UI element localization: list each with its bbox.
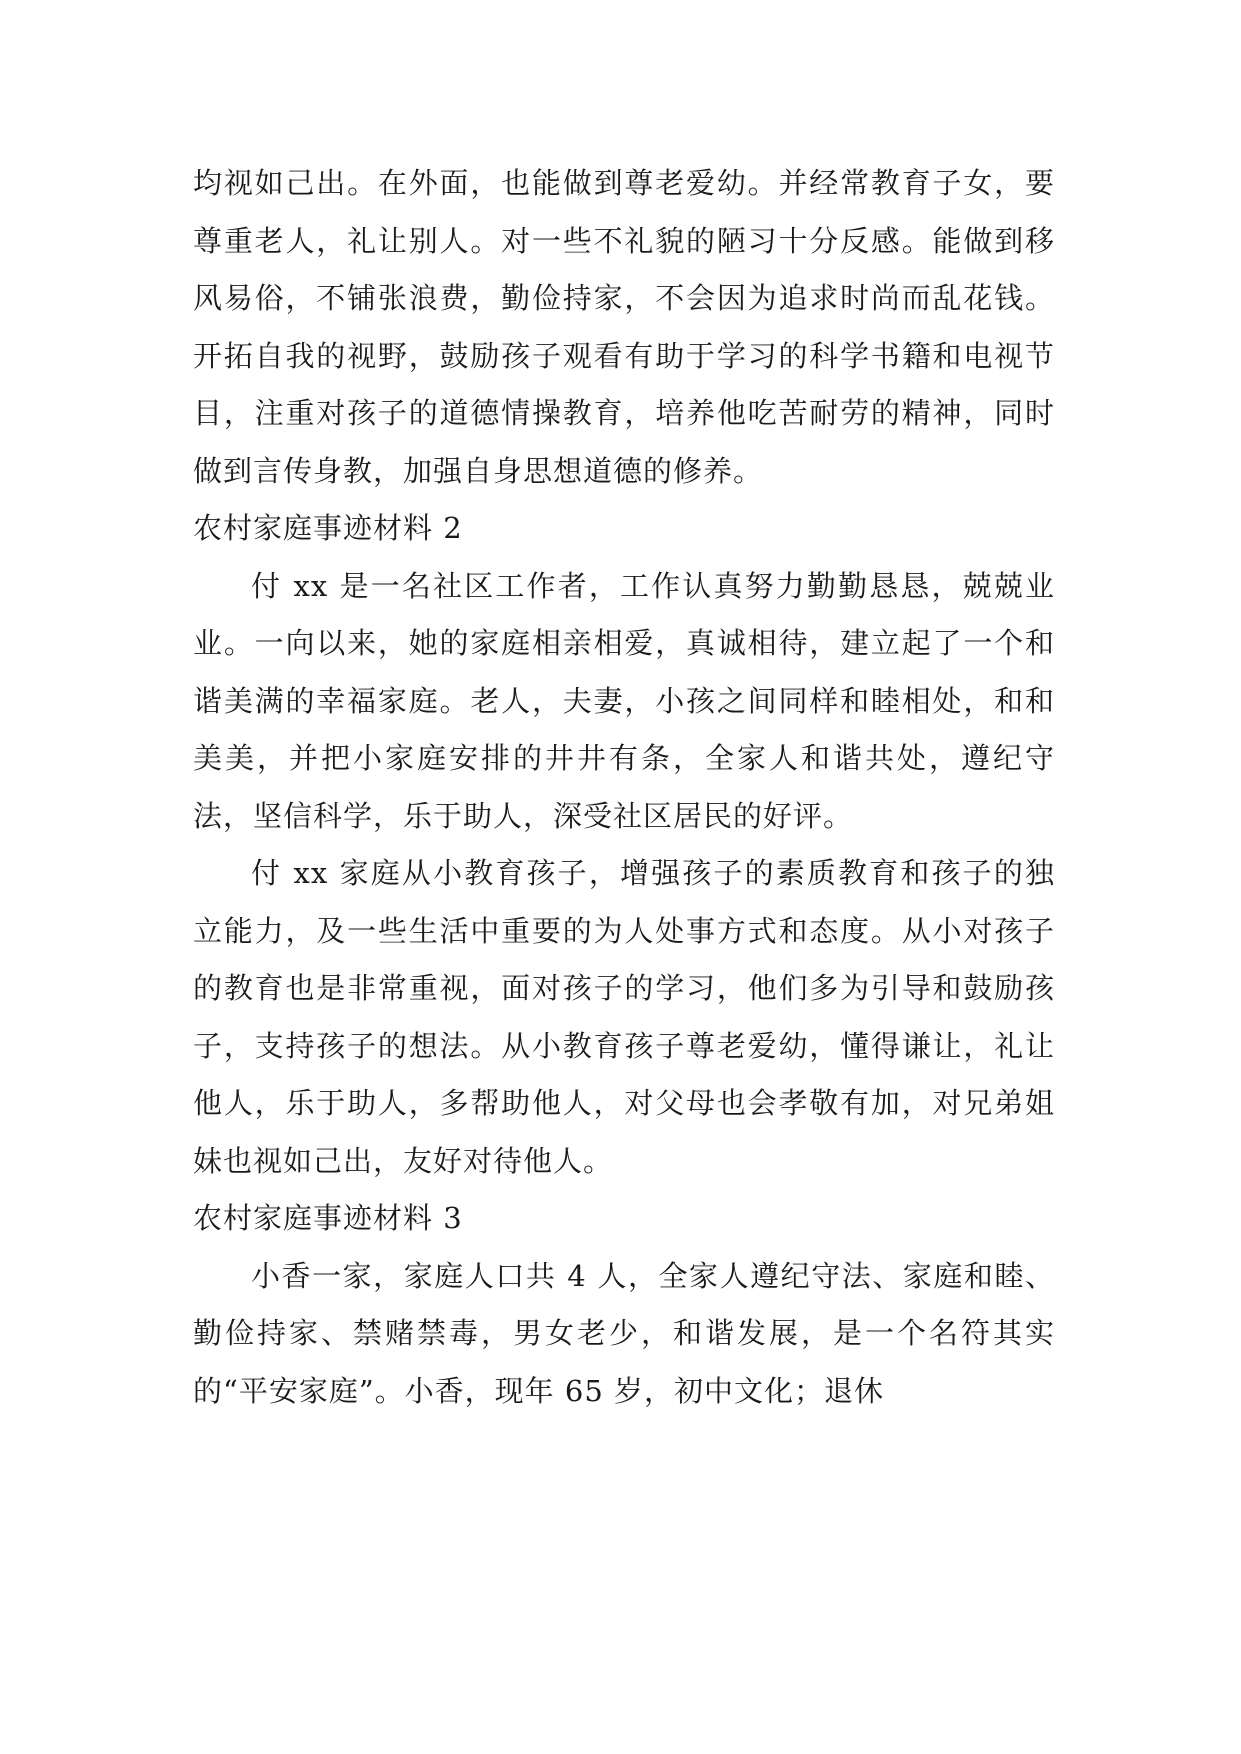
document-body bbox=[193, 155, 1055, 1420]
paragraph: 小香一家，家庭人口共 4 人，全家人遵纪守法、家庭和睦、勤俭持家、禁赌禁毒，男女老少，和谐发展，是一个名符其实的“平安家庭”。小香，现年 65 岁，初中文化；退休 bbox=[193, 1258, 1055, 1408]
section-heading-3: 农村家庭事迹材料 3 bbox=[193, 1201, 463, 1235]
paragraph: 付 xx 家庭从小教育孩子，增强孩子的素质教育和孩子的独立能力，及一些生活中重要的为人处事方式和态度。从小对孩子的教育也是非常重视，面对孩子的学习，他们多为引导和鼓励孩子，支持孩子的想法。从小教育孩子尊老爱幼，懂得谦让，礼让他人，乐于助人，多帮助他人，对父母也会孝敬有加，对兄弟姐妹也视如己出，友好对待他人。 bbox=[193, 856, 1055, 1178]
paragraph: 付 xx 是一名社区工作者，工作认真努力勤勤恳恳，兢兢业业。一向以来，她的家庭相亲相爱，真诚相待，建立起了一个和谐美满的幸福家庭。老人，夫妻，小孩之间同样和睦相处，和和美美，并把小家庭安排的井井有条，全家人和谐共处，遵纪守法，坚信科学，乐于助人，深受社区居民的好评。 bbox=[193, 568, 1055, 833]
paragraph-continued: 均视如己出。在外面，也能做到尊老爱幼。并经常教育子女，要尊重老人，礼让别人。对一些不礼貌的陋习十分反感。能做到移风易俗，不铺张浪费，勤俭持家，不会因为追求时尚而乱花钱。开拓自我的视野，鼓励孩子观看有助于学习的科学书籍和电视节目，注重对孩子的道德情操教育，培养他吃苦耐劳的精神，同时做到言传身教，加强自身思想道德的修养。 bbox=[193, 166, 1055, 488]
section-heading-2: 农村家庭事迹材料 2 bbox=[193, 511, 463, 545]
